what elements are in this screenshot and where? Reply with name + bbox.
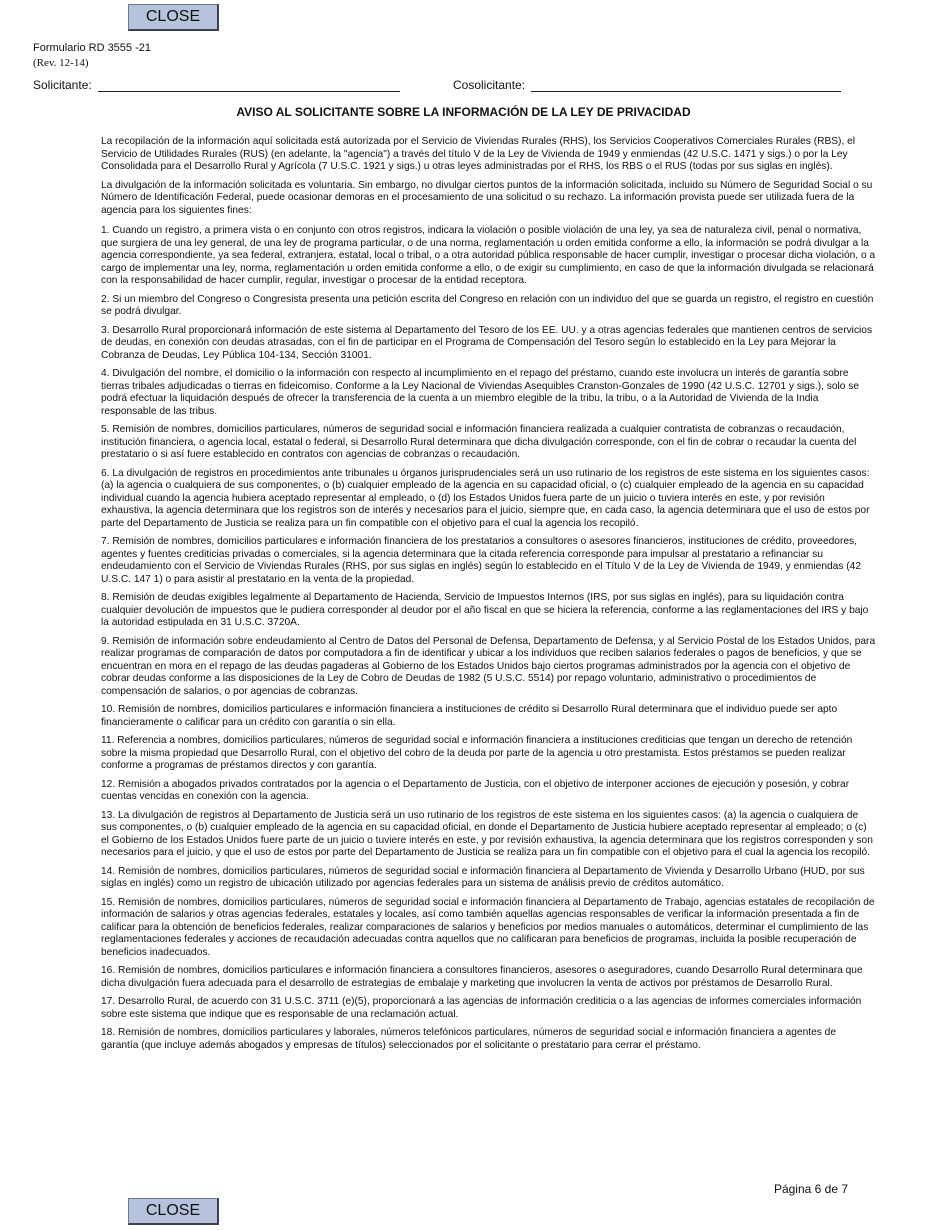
paragraph-item-13: 13. La divulgación de registros al Departamento de Justicia será un uso rutinario de los registros de este sistema en los siguientes casos: (a) la agencia o cualquiera de sus componentes, o (b) cualquier empleado de la agencia en su capacidad oficial, en donde el Departamento de Justicia hubiere aceptado representar al empleado; o (c) el Gobierno de los Estados Unidos fuere parte de un juicio o tuviere interés en este, y por revisión exhaustiva, la agencia determinara que los registros corresponden y son necesarios para el juicio, y que el uso de estos por parte del Departamento de Justicia se realiza para un fin compatible con el objetivo para el cual la agencia los recopiló. xyxy=(101,809,873,858)
applicant-label: Solicitante: xyxy=(33,78,92,92)
coapplicant-line xyxy=(531,79,841,92)
applicant-line xyxy=(98,79,400,92)
close-button-bottom[interactable]: CLOSE xyxy=(128,1198,219,1225)
paragraph-item-3: 3. Desarrollo Rural proporcionará información de este sistema al Departamento del Tesoro de los EE. UU. y a otras agencias federales que mantienen centros de servicios de deudas, en conexión con deudas atrasadas, con el fin de participar en el Programa de Compensación del Tesoro según lo establecido en la Ley para Mejorar la Cobranza de Deudas, Ley Pública 104-134, Sección 31001. xyxy=(101,324,873,361)
page-title: AVISO AL SOLICITANTE SOBRE LA INFORMACIÓN DE LA LEY DE PRIVACIDAD xyxy=(236,105,691,119)
paragraph-item-18: 18. Remisión de nombres, domicilios particulares y laborales, números telefónicos particulares, números de seguridad social e información financiera a agentes de garantía (que incluye además abogados y empresas de títulos) seleccionados por el solicitante o prestatario para cerrar el préstamo. xyxy=(101,1027,837,1051)
coapplicant-label: Cosolicitante: xyxy=(453,78,526,92)
paragraph-item-16: 16. Remisión de nombres, domicilios particulares e información financiera a consultores financieros, asesores o aseguradores, cuando Desarrollo Rural determinara que dicha divulgación fuera adecuada para el desarrollo de estrategias de embalaje y marketing que involucren la venta de activos por préstamos de Desarrollo Rural. xyxy=(101,965,863,989)
paragraph-item-8: 8. Remisión de deudas exigibles legalmente al Departamento de Hacienda, Servicio de Impuestos Internos (IRS, por sus siglas en inglés), para su liquidación contra cualquier devolución de impuestos que le pudiera corresponder al deudor por el año fiscal en que se hiciera la referencia, conforme a las reglamentaciones del IRS y bajo la autoridad estipulada en 31 U.S.C. 3720A. xyxy=(101,592,869,628)
paragraph-item-12: 12. Remisión a abogados privados contratados por la agencia o el Departamento de Justicia, con el objetivo de interponer acciones de ejecución y posesión, y cobrar cuentas vencidas en conexión con la agencia. xyxy=(101,778,850,802)
paragraph-intro: La recopilación de la información aquí solicitada está autorizada por el Servicio de Viviendas Rurales (RHS), los Servicios Cooperativos Comerciales Rurales (RBS), el Servicio de Utilidades Rurales (RUS) (en adelante, la "agencia") a través del título V de la Ley de Vivienda de 1949 y enmiendas (42 U.S.C. 1471 y sigs.) o por la Ley Consolidada para el Desarrollo Rural y Agrícola (7 U.S.C. 1921 y sigs.) u otras leyes administradas por el RHS, los RBS o el RUS (todas por sus siglas en inglés). xyxy=(101,136,856,172)
paragraph-item-15: 15. Remisión de nombres, domicilios particulares, números de seguridad social e información financiera al Departamento de Trabajo, agencias estatales de recopilación de información de salarios y otras agencias federales, estatales y locales, así como también aquellas agencias responsables de verificar la información presentada a fin de calificar para la obtención de beneficios federales, realizar comparaciones de salarios y beneficios por medios manuales o automáticos, determinar el cumplimiento de las reglamentaciones federales y acciones de recaudación adecuadas contra aquellos que no calificaran para beneficios de programas, incluida la posible recuperación de beneficios inadecuados. xyxy=(101,896,875,958)
form-revision: (Rev. 12-14) xyxy=(33,57,89,69)
paragraph-voluntary: La divulgación de la información solicitada es voluntaria. Sin embargo, no divulgar ciertos puntos de la información solicitada, incluido su Número de Seguridad Social o su Número de Identificación Federal, puede ocasionar demoras en el procesamiento de una solicitud o su rechazo. La información provista puede ser utilizada fuera de la agencia para los siguientes fines: xyxy=(101,179,873,216)
close-button-top[interactable]: CLOSE xyxy=(128,4,219,31)
paragraph-item-6: 6. La divulgación de registros en procedimientos ante tribunales u órganos jurisprudenciales será un uso rutinario de los registros de este sistema en los siguientes casos: (a) la agencia o cualquiera de sus componentes, o (b) cualquier empleado de la agencia en su capacidad oficial, o (c) cualquier empleado de la agencia en su capacidad individual cuando la agencia hubiera aceptado representar al empleado, o (d) los Estados Unidos fuera parte de un juicio o tuviera interés en este, y por revisión exhaustiva, la agencia determinara que los registros son de interés y necesarios para el juicio, siempre que, en cada caso, la agencia determinara que el uso de estos por parte del Departamento de Justicia se realiza para un fin compatible con el objetivo para el cual la agencia los recopiló. xyxy=(101,467,870,529)
applicant-field xyxy=(33,78,400,92)
paragraph-item-14: 14. Remisión de nombres, domicilios particulares, números de seguridad social e información financiera al Departamento de Vivienda y Desarrollo Urbano (HUD, por sus siglas en inglés) como un registro de ubicación utilizado por agencias federales para un sistema de análisis previo de créditos automático. xyxy=(101,865,865,889)
paragraph-item-2: 2. Si un miembro del Congreso o Congresista presenta una petición escrita del Congreso en relación con un individuo del que se guarda un registro, el registro en cuestión se podrá divulgar. xyxy=(101,293,874,317)
coapplicant-field xyxy=(453,78,841,92)
paragraph-item-1: 1. Cuando un registro, a primera vista o en conjunto con otros registros, indicara la violación o posible violación de una ley, ya sea de naturaleza civil, penal o normativa, que surgiera de una ley general, de una ley de programa particular, o de una norma, reglamentación u orden emitida conforme a ello, la información se podrá divulgar a la agencia correspondiente, ya sea federal, extranjera, estatal, local o tribal, o a otra autoridad pública responsable de hacer cumplir, investigar o procesar dicha violación, o a cargo de implementar una ley, norma, reglamentación u orden emitida conforme a ello, o de exigir su cumplimiento, en caso de que la información divulgada se relacionará con la responsabilidad de hacer cumplir, regular, investigar o procesar de la entidad receptora. xyxy=(101,225,876,286)
paragraph-item-5: 5. Remisión de nombres, domicilios particulares, números de seguridad social e información financiera realizada a cualquier contratista de cobranzas o recaudación, institución financiera, o agencia local, estatal o federal, si Desarrollo Rural determinara que dicha divulgación corresponde, con el fin de cobrar o recaudar la cuenta del prestatario o si así fuere establecido en contratos con agencias de cobranzas o recaudación. xyxy=(101,424,857,460)
paragraph-item-11: 11. Referencia a nombres, domicilios particulares, números de seguridad social e información financiera a instituciones crediticias que tengan un derecho de retención sobre la misma propiedad que Desarrollo Rural, con el objetivo del cobro de la deuda por parte de la agencia u otro prestamista. Estos préstamos se pueden realizar conforme a programas de préstamos directos y con garantía. xyxy=(101,735,853,771)
form-id: Formulario RD 3555 -21 xyxy=(33,42,151,54)
paragraph-item-10: 10. Remisión de nombres, domicilios particulares e información financiera a instituciones de crédito si Desarrollo Rural determinara que el individuo puede ser apto financieramente o calificar para un crédito con garantía o sin ella. xyxy=(101,704,838,728)
paragraph-item-17: 17. Desarrollo Rural, de acuerdo con 31 U.S.C. 3711 (e)(5), proporcionará a las agencias de información crediticia o a las agencias de informes comerciales información sobre este sistema que indique que es responsable de una reclamación actual. xyxy=(101,996,862,1020)
paragraph-item-7: 7. Remisión de nombres, domicilios particulares e información financiera de los prestatarios a consultores o asesores financieros, instituciones de crédito, proveedores, agentes y fuentes crediticias privadas o comerciales, si la agencia determinara que la citada referencia corresponde para impulsar al prestatario a refinanciar su endeudamiento con el Servicio de Viviendas Rurales (RHS, por sus siglas en inglés) según lo establecido en el Título V de la Ley de Vivienda de 1949, y enmiendas (42 U.S.C. 147 1) o para asistir al prestatario en la venta de la propiedad. xyxy=(101,536,861,585)
notice-body xyxy=(101,136,876,1058)
page-number: Página 6 de 7 xyxy=(773,1182,848,1196)
paragraph-item-9: 9. Remisión de información sobre endeudamiento al Centro de Datos del Personal de Defensa, Departamento de Defensa, y al Servicio Postal de los Estados Unidos, para realizar programas de comparación de datos por computadora a fin de identificar y ubicar a los individuos que reciben salarios federales o pagos de beneficios, y que se encuentran en mora en el repago de las deudas pagaderas al Gobierno de los Estados Unidos bajo ciertos programas administrados por la agencia con el objetivo de cobrar deudas conforme a las disposiciones de la Ley de Cobro de Deudas de 1982 (5 U.S.C. 5514) por repago voluntario, administrativo o procedimientos de compensación de salarios, o por agencias de cobranzas. xyxy=(101,635,876,697)
paragraph-item-4: 4. Divulgación del nombre, el domicilio o la información con respecto al incumplimiento en el repago del préstamo, cuando este involucra un interés de garantía sobre tierras tribales adjudicadas o tierras en fideicomiso. Conforme a la Ley Nacional de Viviendas Asequibles Cranston-Gonzales de 1990 (42 U.S.C. 12701 y sigs.), solo se podrá efectuar la liquidación después de ofrecer la transferencia de la cuenta a un miembro elegible de la tribu, la tribu, o a la Autoridad de Vivienda de la India responsable de las tribus. xyxy=(101,368,860,417)
